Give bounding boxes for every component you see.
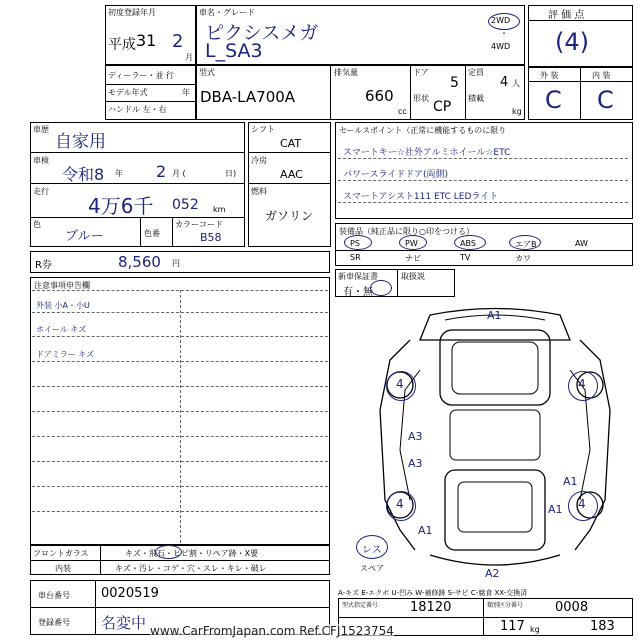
kg-unit: kg [512, 107, 522, 116]
mileage-man: 4万6千 [88, 194, 154, 218]
weight-value: 117 [500, 619, 525, 634]
mark-fr-wheel: 4 [578, 377, 586, 391]
mark-rear: A2 [485, 567, 500, 580]
class-label: 類別区分番号 [487, 602, 524, 609]
mark-fl-wheel: 4 [396, 377, 404, 391]
mark-front: A1 [487, 309, 502, 322]
interior-grade: C [597, 86, 614, 114]
manual-label: 取扱説 [401, 272, 425, 281]
load-label: 積載 [468, 94, 484, 103]
capacity-value: 4 [500, 75, 509, 90]
reg-no-label: 登録番号 [38, 618, 70, 627]
type-value: DBA-LA700A [200, 88, 296, 106]
displacement-value: 660 [365, 87, 394, 105]
spare-text: スペア [360, 564, 384, 573]
note-line: ホイール キズ [36, 325, 87, 334]
equipment-title: 装備品（純正品に限り○印をつける） [339, 227, 474, 236]
type-spec-label: 型式指定番号 [342, 602, 379, 609]
mileage-label: 走行 [33, 187, 49, 196]
mark-left-door1: A3 [408, 430, 423, 443]
mark-rl-side: A1 [418, 524, 433, 537]
grade: L_SA3 [205, 40, 263, 62]
type-label: 型式 [199, 68, 215, 77]
mark-rr-side2: A1 [548, 503, 563, 516]
notes-title: 注意事項申告欄 [34, 281, 90, 290]
inspection-year-unit: 年 [115, 169, 123, 178]
warranty-value: 有・無 [343, 287, 373, 298]
inspection-label: 車検 [33, 156, 49, 165]
equip-ps: PS [350, 239, 360, 248]
mark-rr-side1: A1 [563, 475, 578, 488]
shape-value: CP [433, 99, 452, 115]
equip-aw: AW [575, 239, 588, 248]
drive-4wd: 4WD [491, 42, 511, 51]
fuel-label: 燃料 [251, 187, 267, 196]
class-value: 0008 [555, 600, 589, 615]
spare-label: レス [362, 545, 382, 556]
mark-left-door2: A3 [408, 457, 423, 470]
note-line: ドアミラー キズ [36, 350, 95, 359]
inspection-month: 2 [156, 162, 167, 181]
note-line: 外装 小A・小U [36, 301, 90, 310]
equip-airbag: エアB [515, 240, 537, 249]
equip-leather: カワ [515, 254, 531, 263]
mark-rl-wheel: 4 [396, 497, 404, 511]
interior-cond-value: キズ・汚レ・コゲ・穴・スレ・キレ・破レ [115, 564, 267, 573]
watermark: www.CarFromJapan.com Ref.CFJ1523754 [150, 624, 394, 638]
door-value: 5 [450, 75, 459, 91]
front-glass-label: フロントガラス [33, 549, 89, 558]
use-label: 車歴 [33, 125, 49, 134]
type-spec-value: 18120 [410, 600, 452, 615]
first-reg-label: 初度登録年月 [108, 8, 156, 17]
chassis-value: 0020519 [101, 586, 159, 601]
inspection-day-unit: 日) [225, 169, 237, 178]
recycle-label: R券 [35, 260, 52, 271]
equip-sr: SR [350, 253, 361, 262]
color-label: 色 [33, 220, 41, 229]
sales-item: スマートアシスト111 ETC LEDライト [343, 192, 499, 202]
inspection-era: 令和8 [62, 165, 105, 184]
inspection-month-unit: 月 ( [172, 169, 186, 178]
exterior-grade: C [545, 86, 562, 114]
first-reg-era: 平成 [108, 37, 136, 53]
handle-label: ハンドル 左・右 [108, 105, 167, 114]
use-value: 自家用 [55, 132, 106, 152]
door-label: ドア [413, 68, 429, 77]
capacity-label: 定員 [468, 68, 484, 77]
score-value: (4) [555, 28, 589, 56]
ac-label: 冷房 [251, 156, 267, 165]
drive-dot: ・ [500, 29, 508, 38]
mileage-rest: 052 [172, 197, 199, 213]
dealer-label: ディーラー・並 行 [108, 71, 174, 80]
mark-rr-wheel: 4 [578, 497, 586, 511]
equip-abs: ABS [460, 239, 476, 248]
weight2-value: 183 [590, 619, 615, 634]
shift-label: シフト [251, 125, 275, 134]
fuel-value: ガソリン [265, 209, 314, 223]
sales-item: パワースライドドア(両側) [343, 170, 449, 180]
sales-item: スマートキー☆社外アルミホイール☆ETC [343, 148, 511, 158]
color-value: ブルー [65, 229, 104, 244]
sales-title: セールスポイント（正常に機能するものに限り [339, 126, 507, 135]
damage-legend: A-キズ E-エクボ U-凹み W-補修跡 S-サビ C-腐食 XX-交換済 [338, 589, 528, 597]
cc-unit: cc [398, 107, 407, 116]
capacity-unit: 人 [512, 79, 520, 88]
score-label: 評 価 点 [548, 10, 585, 21]
first-reg-year: 31 [136, 31, 157, 50]
model-year-unit: 年 [182, 88, 190, 97]
first-reg-month-unit: 月 [185, 53, 193, 62]
recycle-unit: 円 [172, 259, 180, 268]
model-year-label: モデル年式 [108, 88, 148, 97]
shape-label: 形状 [413, 94, 429, 103]
exterior-label: 外 装 [540, 71, 559, 80]
ac-value: AAC [280, 168, 303, 181]
km-unit: km [213, 205, 226, 214]
interior-label: 内 装 [592, 71, 611, 80]
color-code-label: カラーコード [175, 220, 223, 229]
equip-tv: TV [460, 253, 471, 262]
warranty-label: 新車保証書 [338, 272, 378, 281]
car-name-label: 車名・グレード [199, 8, 255, 17]
equip-pw: PW [405, 239, 418, 248]
shift-value: CAT [280, 137, 302, 150]
equip-navi: ナビ [405, 254, 421, 263]
interior-cond-label: 内装 [55, 564, 71, 573]
reg-no-value: 名変中 [101, 614, 147, 632]
chassis-label: 車台番号 [38, 591, 70, 600]
car-name: ピクシスメガ [205, 22, 319, 44]
weight-unit: kg [530, 625, 540, 634]
displacement-label: 排気量 [334, 68, 358, 77]
recycle-value: 8,560 [118, 253, 161, 271]
front-glass-value: キズ・飛石・ヒビ割・リペア跡・X要 [125, 549, 259, 558]
color-code: B58 [200, 231, 222, 244]
recycle-frame [30, 251, 330, 273]
color-no-label: 色番 [144, 229, 160, 238]
first-reg-month: 2 [172, 31, 184, 52]
drive-2wd: 2WD [491, 16, 511, 25]
